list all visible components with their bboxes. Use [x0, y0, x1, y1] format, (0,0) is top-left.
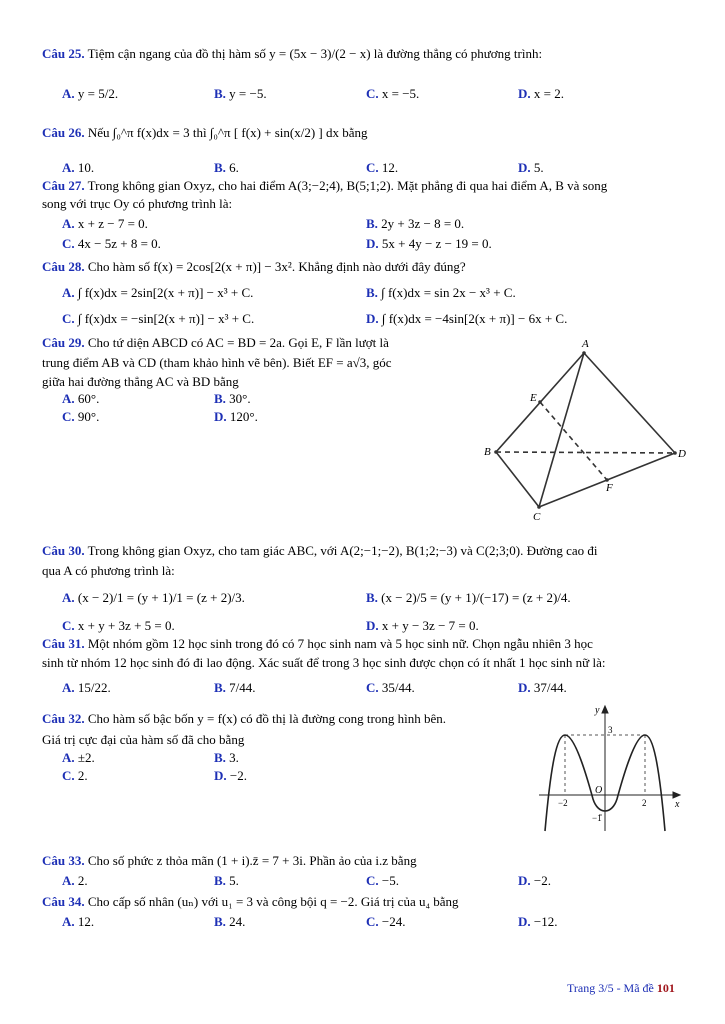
question-32 [42, 711, 446, 727]
option-letter: B. [366, 590, 382, 605]
option-letter: C. [62, 768, 78, 783]
option-text: x + y + 3z + 5 = 0. [77, 618, 175, 633]
option-letter: C. [366, 86, 382, 101]
option-c[interactable] [366, 914, 405, 930]
option-a[interactable] [62, 750, 95, 766]
option-letter: A. [62, 86, 78, 101]
edge-ad [584, 353, 675, 453]
option-letter: B. [366, 285, 382, 300]
option-text: ∫ f(x)dx = 2sin[2(x + π)] − x³ + C. [77, 285, 254, 300]
option-text: 15/22. [77, 680, 111, 695]
option-text: 24. [229, 914, 246, 929]
question-number: Câu 33. [42, 853, 85, 868]
option-text: −24. [381, 914, 406, 929]
option-letter: A. [62, 873, 78, 888]
exam-code: 101 [656, 981, 675, 995]
option-b[interactable] [214, 914, 245, 930]
option-text: ∫ f(x)dx = −sin[2(x + π)] − x³ + C. [77, 311, 255, 326]
option-text: −2. [533, 873, 551, 888]
question-number: Câu 31. [42, 636, 85, 651]
option-text: 120°. [229, 409, 258, 424]
option-d[interactable] [366, 236, 492, 252]
question-text: Cho hàm số bậc bốn y = f(x) có đồ thị là đường cong trong hình bên. [87, 711, 446, 726]
question-text-cont: sinh từ nhóm 12 học sinh đó đi lao động. Xác suất để trong 3 học sinh được chọn có ít nhất 1 học sinh nữ là: [42, 655, 606, 670]
option-letter: D. [518, 160, 534, 175]
quartic-graph [535, 703, 685, 833]
option-c[interactable] [366, 86, 419, 102]
option-letter: D. [518, 86, 534, 101]
option-a[interactable] [62, 680, 111, 696]
vertex-label-b: B [484, 446, 491, 458]
option-b[interactable] [366, 216, 464, 232]
option-letter: C. [62, 618, 78, 633]
option-text: −5. [381, 873, 399, 888]
option-letter: B. [214, 86, 230, 101]
edge-ac [539, 353, 584, 507]
question-25 [42, 46, 542, 62]
option-text: 3. [229, 750, 239, 765]
option-text: ∫ f(x)dx = −4sin[2(x + π)] − 6x + C. [381, 311, 568, 326]
option-d[interactable] [518, 914, 557, 930]
option-text: 4x − 5z + 8 = 0. [77, 236, 161, 251]
option-a[interactable] [62, 216, 148, 232]
option-text: 5. [229, 873, 239, 888]
option-b[interactable] [214, 160, 239, 176]
point-label-e: E [530, 392, 537, 404]
question-28 [42, 259, 466, 275]
option-a[interactable] [62, 873, 88, 889]
option-text: 12. [381, 160, 399, 175]
option-text: 7/44. [229, 680, 256, 695]
question-text-cont: giữa hai đường thẳng AC và BD bằng [42, 374, 239, 389]
option-text: 12. [77, 914, 95, 929]
option-d[interactable] [518, 873, 551, 889]
option-b[interactable] [214, 680, 256, 696]
option-b[interactable] [214, 873, 239, 889]
tick-x-neg: −2 [558, 798, 568, 808]
question-text-cont: song với trục Oy có phương trình là: [42, 196, 233, 211]
option-letter: B. [366, 216, 382, 231]
question-text: Cho cấp số nhân (uₙ) với u₁ = 3 và công bội q = −2. Giá trị của u₄ bằng [87, 894, 459, 909]
option-letter: B. [214, 750, 230, 765]
option-c[interactable] [62, 768, 88, 784]
option-text: 2y + 3z − 8 = 0. [381, 216, 465, 231]
option-letter: B. [214, 160, 230, 175]
option-letter: A. [62, 391, 78, 406]
option-text: y = 5/2. [77, 86, 119, 101]
option-text: (x − 2)/5 = (y + 1)/(−17) = (z + 2)/4. [381, 590, 571, 605]
option-letter: D. [518, 680, 534, 695]
option-letter: D. [366, 311, 382, 326]
option-text: 35/44. [381, 680, 415, 695]
question-number: Câu 27. [42, 178, 85, 193]
option-text: ±2. [77, 750, 95, 765]
option-text: ∫ f(x)dx = sin 2x − x³ + C. [381, 285, 516, 300]
option-letter: A. [62, 680, 78, 695]
option-text: 2. [77, 873, 88, 888]
option-b[interactable] [214, 750, 239, 766]
option-letter: C. [62, 311, 78, 326]
question-number: Câu 32. [42, 711, 85, 726]
question-31 [42, 636, 593, 652]
option-text: 10. [77, 160, 95, 175]
option-a[interactable] [62, 86, 118, 102]
option-c[interactable] [366, 873, 399, 889]
vertex-label-d: D [678, 448, 686, 460]
question-text: Cho hàm số f(x) = 2cos[2(x + π)] − 3x². Khẳng định nào dưới đây đúng? [87, 259, 466, 274]
option-text: x + y − 3z − 7 = 0. [381, 618, 479, 633]
question-text: Trong không gian Oxyz, cho hai điểm A(3;−2;4), B(5;1;2). Mặt phẳng đi qua hai điểm A, B và song [87, 178, 608, 193]
question-29 [42, 335, 389, 351]
question-number: Câu 34. [42, 894, 85, 909]
option-text: 5x + 4y − z − 19 = 0. [381, 236, 492, 251]
option-letter: A. [62, 750, 78, 765]
option-letter: C. [62, 236, 78, 251]
y-axis-arrow [602, 706, 608, 713]
option-d[interactable] [518, 86, 564, 102]
question-34 [42, 894, 459, 910]
vertex-label-a: A [582, 338, 589, 350]
question-text: Cho số phức z thỏa mãn (1 + i).z̄ = 7 + 3i. Phần ảo của i.z bằng [87, 853, 417, 868]
option-c[interactable] [62, 236, 161, 252]
question-text: Trong không gian Oxyz, cho tam giác ABC, với A(2;−1;−2), B(1;2;−3) và C(2;3;0). Đường cao đi [87, 543, 598, 558]
question-number: Câu 29. [42, 335, 85, 350]
option-b[interactable] [366, 285, 516, 301]
tick-y-min: −1 [592, 813, 602, 823]
page-number: Trang 3/5 - Mã đề [567, 981, 654, 995]
question-27 [42, 178, 607, 194]
option-c[interactable] [62, 618, 175, 634]
question-text: Nếu ∫₀^π f(x)dx = 3 thì ∫₀^π [ f(x) + sin(x/2) ] dx bằng [87, 125, 368, 140]
option-letter: C. [366, 914, 382, 929]
option-c[interactable] [366, 680, 415, 696]
option-b[interactable] [366, 590, 571, 606]
option-text: −12. [533, 914, 558, 929]
option-letter: B. [214, 391, 230, 406]
question-30 [42, 543, 598, 559]
option-text: x = 2. [533, 86, 564, 101]
option-text: x + z − 7 = 0. [77, 216, 148, 231]
vertex-label-c: C [533, 511, 541, 523]
option-letter: B. [214, 914, 230, 929]
question-text: Tiệm cận ngang của đồ thị hàm số y = (5x − 3)/(2 − x) là đường thẳng có phương trình: [87, 46, 543, 61]
question-number: Câu 25. [42, 46, 85, 61]
option-text: (x − 2)/1 = (y + 1)/1 = (z + 2)/3. [77, 590, 245, 605]
option-a[interactable] [62, 914, 94, 930]
point-label-f: F [606, 482, 613, 494]
option-letter: A. [62, 285, 78, 300]
question-number: Câu 26. [42, 125, 85, 140]
option-letter: D. [214, 768, 230, 783]
question-text: Cho tứ diện ABCD có AC = BD = 2a. Gọi E, F lần lượt là [87, 335, 389, 350]
option-letter: C. [366, 160, 382, 175]
option-a[interactable] [62, 160, 94, 176]
option-letter: A. [62, 216, 78, 231]
option-letter: D. [366, 236, 382, 251]
option-text: y = −5. [229, 86, 267, 101]
option-c[interactable] [62, 311, 254, 327]
tick-y-max: 3 [608, 725, 613, 735]
x-axis-label: x [675, 799, 680, 810]
question-number: Câu 30. [42, 543, 85, 558]
option-text: −2. [229, 768, 247, 783]
option-text: 6. [229, 160, 239, 175]
option-d[interactable] [214, 768, 247, 784]
option-letter: C. [62, 409, 78, 424]
option-d[interactable] [214, 409, 258, 425]
option-letter: D. [518, 914, 534, 929]
option-text: 30°. [229, 391, 251, 406]
question-text-cont: Giá trị cực đại của hàm số đã cho bằng [42, 732, 245, 747]
option-letter: D. [518, 873, 534, 888]
option-letter: C. [366, 873, 382, 888]
option-text: 90°. [77, 409, 100, 424]
question-26 [42, 125, 368, 141]
option-a[interactable] [62, 590, 245, 606]
page-footer [567, 980, 675, 996]
option-b[interactable] [214, 86, 267, 102]
question-text-cont: qua A có phương trình là: [42, 563, 175, 578]
option-text: 37/44. [533, 680, 567, 695]
option-d[interactable] [518, 160, 544, 176]
option-letter: B. [214, 680, 230, 695]
tick-x-pos: 2 [642, 798, 647, 808]
question-text-cont: trung điểm AB và CD (tham khảo hình vẽ bên). Biết EF = a√3, góc [42, 355, 392, 370]
option-letter: A. [62, 590, 78, 605]
option-letter: C. [366, 680, 382, 695]
option-text: 60°. [77, 391, 100, 406]
option-text: x = −5. [381, 86, 420, 101]
question-text: Một nhóm gồm 12 học sinh trong đó có 7 học sinh nam và 5 học sinh nữ. Chọn ngẫu nhiên 3 học [87, 636, 593, 651]
question-number: Câu 28. [42, 259, 85, 274]
question-33 [42, 853, 417, 869]
option-d[interactable] [366, 618, 479, 634]
option-a[interactable] [62, 391, 99, 407]
option-d[interactable] [366, 311, 567, 327]
option-d[interactable] [518, 680, 567, 696]
x-axis-arrow [673, 792, 680, 798]
option-text: 2. [77, 768, 88, 783]
option-c[interactable] [366, 160, 398, 176]
option-text: 5. [533, 160, 544, 175]
option-letter: A. [62, 160, 78, 175]
option-letter: B. [214, 873, 230, 888]
y-axis-label: y [595, 705, 600, 716]
tetrahedron-figure [478, 335, 708, 525]
option-letter: D. [214, 409, 230, 424]
edge-bc [496, 452, 539, 507]
origin-label: O [595, 785, 603, 796]
option-letter: D. [366, 618, 382, 633]
edge-bd-hidden [496, 452, 675, 453]
option-letter: A. [62, 914, 78, 929]
option-a[interactable] [62, 285, 253, 301]
option-c[interactable] [62, 409, 99, 425]
option-b[interactable] [214, 391, 251, 407]
